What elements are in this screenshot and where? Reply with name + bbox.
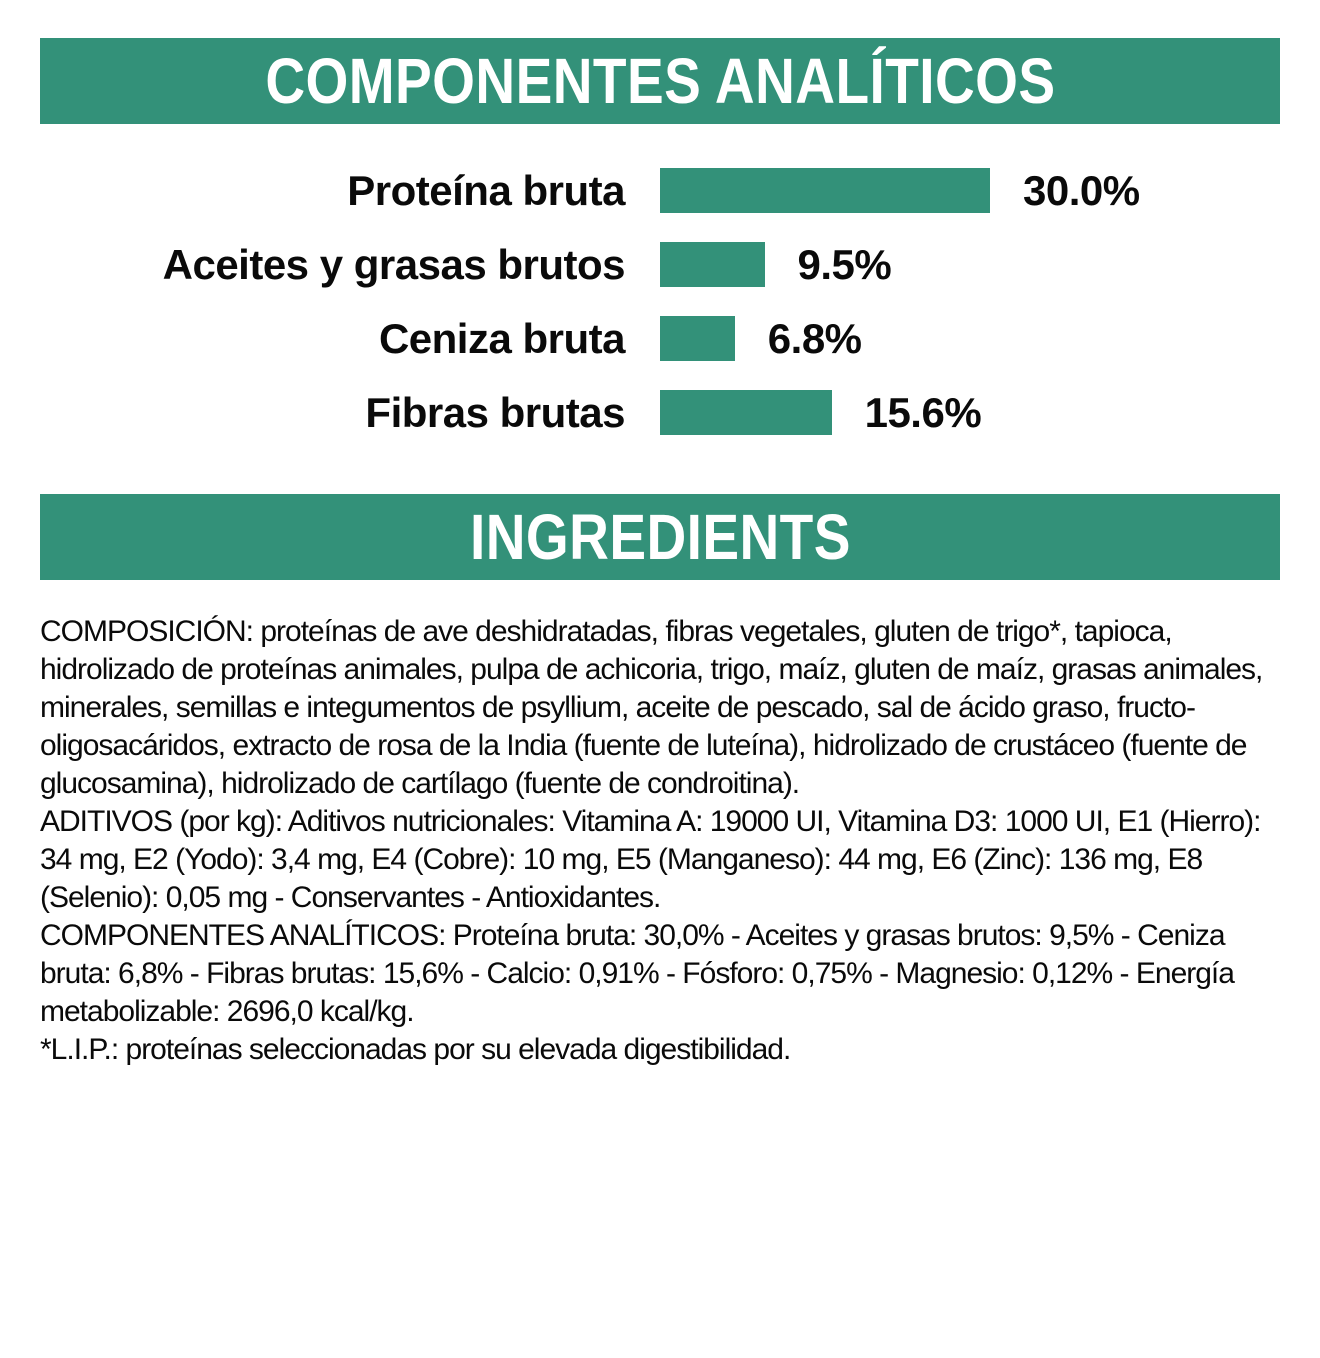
bar-value-label: 30.0% — [1023, 166, 1140, 214]
bar — [660, 316, 735, 361]
chart-row — [40, 242, 1280, 287]
bar-category-label: Aceites y grasas brutos — [162, 240, 625, 288]
chart-row — [40, 390, 1280, 435]
bar-category-label: Fibras brutas — [365, 388, 625, 436]
chart-row — [40, 168, 1280, 213]
bar-category-label: Ceniza bruta — [378, 314, 625, 362]
chart-row — [40, 316, 1280, 361]
bar — [660, 390, 832, 435]
additives-paragraph: ADITIVOS (por kg): Aditivos nutricionales: Vitamina A: 19000 UI, Vitamina D3: 1000 UI, E1 (Hierro): 34 mg, E2 (Yodo): 3,4 mg, E4 (Cobre): 10 mg, E5 (Manganeso): 44 mg, E6 (Zinc): 136 mg, E8 (Selenio): 0,05 mg - Conservantes - Antioxidantes. — [40, 805, 1261, 914]
composition-paragraph: COMPOSICIÓN: proteínas de ave deshidratadas, fibras vegetales, gluten de trigo*, tapioca, hidrolizado de proteínas animales, pulpa de achicoria, trigo, maíz, gluten de maíz, grasas animales, minerales, semillas e integumentos de psyllium, aceite de pescado, sal de ácido graso, fructo-oligosacáridos, extracto de rosa de la India (fuente de luteína), hidrolizado de crustáceo (fuente de glucosamina), hidrolizado de cartílago (fuente de condroitina). — [40, 615, 1263, 800]
bar — [660, 168, 990, 213]
analytical-components-paragraph: COMPONENTES ANALÍTICOS: Proteína bruta: 30,0% - Aceites y grasas brutos: 9,5% - Ceniza bruta: 6,8% - Fibras brutas: 15,6% - Calcio: 0,91% - Fósforo: 0,75% - Magnesio: 0,12% - Energía metabolizable: 2696,0 kcal/kg. — [40, 919, 1234, 1028]
ingredients-header-band — [40, 494, 1280, 580]
bar-value-label: 6.8% — [767, 314, 862, 362]
label-panel — [40, 38, 1280, 1069]
bar-category-label: Proteína bruta — [347, 166, 625, 214]
ingredients-text-block — [40, 613, 1280, 1069]
analytic-components-header-title: COMPONENTES ANALÍTICOS — [264, 45, 1056, 117]
ingredients-header-title: INGREDIENTS — [469, 501, 851, 573]
bar-value-label: 15.6% — [864, 388, 982, 436]
analytic-chart — [40, 168, 1280, 435]
bar — [660, 242, 765, 287]
lip-footnote-paragraph: *L.I.P.: proteínas seleccionadas por su elevada digestibilidad. — [40, 1033, 791, 1066]
bar-value-label: 9.5% — [797, 240, 892, 288]
analytic-components-header-band — [40, 38, 1280, 124]
